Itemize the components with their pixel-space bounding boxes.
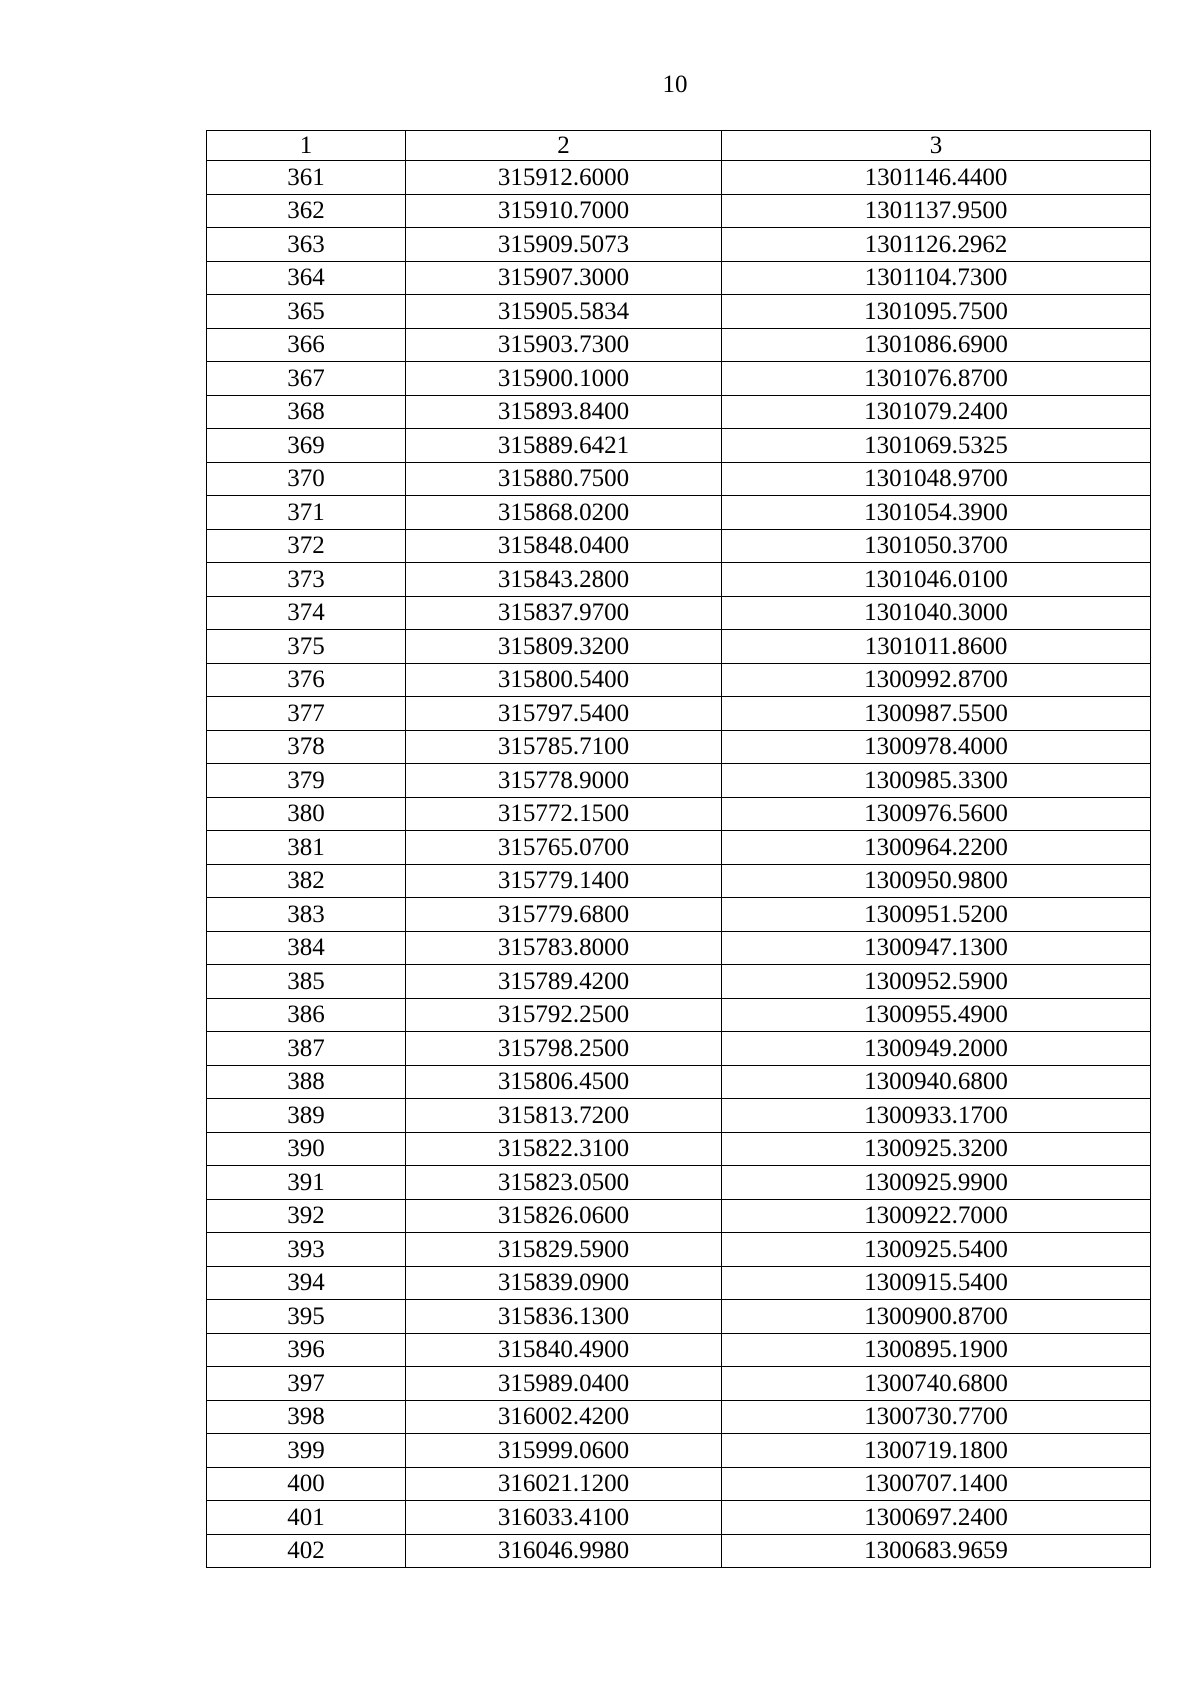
point-number-cell: 366 bbox=[207, 328, 406, 362]
table-row bbox=[207, 596, 1151, 630]
column-header-2: 2 bbox=[406, 131, 722, 161]
point-number-cell: 386 bbox=[207, 998, 406, 1032]
x-coordinate-cell: 315823.0500 bbox=[406, 1166, 722, 1200]
table-row bbox=[207, 1065, 1151, 1099]
table-row bbox=[207, 1467, 1151, 1501]
point-number-cell: 384 bbox=[207, 931, 406, 965]
point-number-cell: 379 bbox=[207, 764, 406, 798]
x-coordinate-cell: 315785.7100 bbox=[406, 730, 722, 764]
table-row bbox=[207, 362, 1151, 396]
x-coordinate-cell: 315989.0400 bbox=[406, 1367, 722, 1401]
point-number-cell: 369 bbox=[207, 429, 406, 463]
y-coordinate-cell: 1301046.0100 bbox=[722, 563, 1151, 597]
table-row bbox=[207, 1233, 1151, 1267]
point-number-cell: 370 bbox=[207, 462, 406, 496]
table-row bbox=[207, 1032, 1151, 1066]
x-coordinate-cell: 315829.5900 bbox=[406, 1233, 722, 1267]
table-row bbox=[207, 1434, 1151, 1468]
y-coordinate-cell: 1300949.2000 bbox=[722, 1032, 1151, 1066]
x-coordinate-cell: 315783.8000 bbox=[406, 931, 722, 965]
point-number-cell: 377 bbox=[207, 697, 406, 731]
table-row bbox=[207, 194, 1151, 228]
x-coordinate-cell: 316021.1200 bbox=[406, 1467, 722, 1501]
point-number-cell: 367 bbox=[207, 362, 406, 396]
column-header-1: 1 bbox=[207, 131, 406, 161]
table-row bbox=[207, 630, 1151, 664]
x-coordinate-cell: 315907.3000 bbox=[406, 261, 722, 295]
table-row bbox=[207, 1534, 1151, 1568]
point-number-cell: 362 bbox=[207, 194, 406, 228]
y-coordinate-cell: 1300947.1300 bbox=[722, 931, 1151, 965]
x-coordinate-cell: 315798.2500 bbox=[406, 1032, 722, 1066]
point-number-cell: 394 bbox=[207, 1266, 406, 1300]
table-row bbox=[207, 1166, 1151, 1200]
y-coordinate-cell: 1300985.3300 bbox=[722, 764, 1151, 798]
table-row bbox=[207, 328, 1151, 362]
table-row bbox=[207, 1099, 1151, 1133]
table-row bbox=[207, 1300, 1151, 1334]
table-row bbox=[207, 1266, 1151, 1300]
y-coordinate-cell: 1300955.4900 bbox=[722, 998, 1151, 1032]
x-coordinate-cell: 315789.4200 bbox=[406, 965, 722, 999]
x-coordinate-cell: 315889.6421 bbox=[406, 429, 722, 463]
table-row bbox=[207, 730, 1151, 764]
point-number-cell: 368 bbox=[207, 395, 406, 429]
point-number-cell: 382 bbox=[207, 864, 406, 898]
y-coordinate-cell: 1300976.5600 bbox=[722, 797, 1151, 831]
x-coordinate-cell: 315792.2500 bbox=[406, 998, 722, 1032]
y-coordinate-cell: 1300730.7700 bbox=[722, 1400, 1151, 1434]
y-coordinate-cell: 1301011.8600 bbox=[722, 630, 1151, 664]
point-number-cell: 402 bbox=[207, 1534, 406, 1568]
y-coordinate-cell: 1300915.5400 bbox=[722, 1266, 1151, 1300]
table-body bbox=[207, 131, 1151, 1568]
table-row bbox=[207, 496, 1151, 530]
y-coordinate-cell: 1300978.4000 bbox=[722, 730, 1151, 764]
x-coordinate-cell: 315880.7500 bbox=[406, 462, 722, 496]
point-number-cell: 398 bbox=[207, 1400, 406, 1434]
x-coordinate-cell: 316033.4100 bbox=[406, 1501, 722, 1535]
table-header-row bbox=[207, 131, 1151, 161]
table-row bbox=[207, 831, 1151, 865]
y-coordinate-cell: 1300900.8700 bbox=[722, 1300, 1151, 1334]
x-coordinate-cell: 315806.4500 bbox=[406, 1065, 722, 1099]
x-coordinate-cell: 315905.5834 bbox=[406, 295, 722, 329]
point-number-cell: 371 bbox=[207, 496, 406, 530]
table-row bbox=[207, 1333, 1151, 1367]
table-row bbox=[207, 1199, 1151, 1233]
x-coordinate-cell: 315765.0700 bbox=[406, 831, 722, 865]
point-number-cell: 392 bbox=[207, 1199, 406, 1233]
column-header-3: 3 bbox=[722, 131, 1151, 161]
point-number-cell: 388 bbox=[207, 1065, 406, 1099]
y-coordinate-cell: 1300925.5400 bbox=[722, 1233, 1151, 1267]
x-coordinate-cell: 315893.8400 bbox=[406, 395, 722, 429]
x-coordinate-cell: 315843.2800 bbox=[406, 563, 722, 597]
table-row bbox=[207, 395, 1151, 429]
y-coordinate-cell: 1301050.3700 bbox=[722, 529, 1151, 563]
table-row bbox=[207, 764, 1151, 798]
table-row bbox=[207, 1132, 1151, 1166]
table-row bbox=[207, 161, 1151, 195]
x-coordinate-cell: 315868.0200 bbox=[406, 496, 722, 530]
point-number-cell: 389 bbox=[207, 1099, 406, 1133]
point-number-cell: 375 bbox=[207, 630, 406, 664]
x-coordinate-cell: 315999.0600 bbox=[406, 1434, 722, 1468]
table-row bbox=[207, 998, 1151, 1032]
point-number-cell: 380 bbox=[207, 797, 406, 831]
point-number-cell: 395 bbox=[207, 1300, 406, 1334]
y-coordinate-cell: 1300992.8700 bbox=[722, 663, 1151, 697]
point-number-cell: 387 bbox=[207, 1032, 406, 1066]
y-coordinate-cell: 1300940.6800 bbox=[722, 1065, 1151, 1099]
point-number-cell: 385 bbox=[207, 965, 406, 999]
table-row bbox=[207, 1367, 1151, 1401]
point-number-cell: 393 bbox=[207, 1233, 406, 1267]
x-coordinate-cell: 315822.3100 bbox=[406, 1132, 722, 1166]
x-coordinate-cell: 315900.1000 bbox=[406, 362, 722, 396]
table-row bbox=[207, 797, 1151, 831]
x-coordinate-cell: 315839.0900 bbox=[406, 1266, 722, 1300]
point-number-cell: 372 bbox=[207, 529, 406, 563]
y-coordinate-cell: 1301095.7500 bbox=[722, 295, 1151, 329]
x-coordinate-cell: 315797.5400 bbox=[406, 697, 722, 731]
x-coordinate-cell: 315836.1300 bbox=[406, 1300, 722, 1334]
x-coordinate-cell: 315840.4900 bbox=[406, 1333, 722, 1367]
point-number-cell: 365 bbox=[207, 295, 406, 329]
point-number-cell: 373 bbox=[207, 563, 406, 597]
y-coordinate-cell: 1301137.9500 bbox=[722, 194, 1151, 228]
x-coordinate-cell: 315779.6800 bbox=[406, 898, 722, 932]
x-coordinate-cell: 315909.5073 bbox=[406, 228, 722, 262]
x-coordinate-cell: 315848.0400 bbox=[406, 529, 722, 563]
y-coordinate-cell: 1301104.7300 bbox=[722, 261, 1151, 295]
table-row bbox=[207, 228, 1151, 262]
y-coordinate-cell: 1301048.9700 bbox=[722, 462, 1151, 496]
y-coordinate-cell: 1300925.9900 bbox=[722, 1166, 1151, 1200]
x-coordinate-cell: 316046.9980 bbox=[406, 1534, 722, 1568]
coordinates-table bbox=[206, 130, 1151, 1568]
y-coordinate-cell: 1300922.7000 bbox=[722, 1199, 1151, 1233]
point-number-cell: 396 bbox=[207, 1333, 406, 1367]
table-row bbox=[207, 931, 1151, 965]
table-row bbox=[207, 429, 1151, 463]
point-number-cell: 400 bbox=[207, 1467, 406, 1501]
y-coordinate-cell: 1301086.6900 bbox=[722, 328, 1151, 362]
x-coordinate-cell: 315779.1400 bbox=[406, 864, 722, 898]
point-number-cell: 376 bbox=[207, 663, 406, 697]
y-coordinate-cell: 1300925.3200 bbox=[722, 1132, 1151, 1166]
y-coordinate-cell: 1301146.4400 bbox=[722, 161, 1151, 195]
table-row bbox=[207, 529, 1151, 563]
table-row bbox=[207, 462, 1151, 496]
y-coordinate-cell: 1300697.2400 bbox=[722, 1501, 1151, 1535]
y-coordinate-cell: 1301126.2962 bbox=[722, 228, 1151, 262]
table-row bbox=[207, 697, 1151, 731]
y-coordinate-cell: 1301079.2400 bbox=[722, 395, 1151, 429]
y-coordinate-cell: 1301040.3000 bbox=[722, 596, 1151, 630]
point-number-cell: 364 bbox=[207, 261, 406, 295]
y-coordinate-cell: 1301069.5325 bbox=[722, 429, 1151, 463]
y-coordinate-cell: 1300719.1800 bbox=[722, 1434, 1151, 1468]
point-number-cell: 390 bbox=[207, 1132, 406, 1166]
table-row bbox=[207, 898, 1151, 932]
x-coordinate-cell: 315800.5400 bbox=[406, 663, 722, 697]
y-coordinate-cell: 1300895.1900 bbox=[722, 1333, 1151, 1367]
y-coordinate-cell: 1300933.1700 bbox=[722, 1099, 1151, 1133]
table-row bbox=[207, 864, 1151, 898]
y-coordinate-cell: 1300683.9659 bbox=[722, 1534, 1151, 1568]
x-coordinate-cell: 315809.3200 bbox=[406, 630, 722, 664]
y-coordinate-cell: 1300740.6800 bbox=[722, 1367, 1151, 1401]
y-coordinate-cell: 1300964.2200 bbox=[722, 831, 1151, 865]
point-number-cell: 383 bbox=[207, 898, 406, 932]
table-row bbox=[207, 663, 1151, 697]
table-row bbox=[207, 295, 1151, 329]
y-coordinate-cell: 1301054.3900 bbox=[722, 496, 1151, 530]
x-coordinate-cell: 315813.7200 bbox=[406, 1099, 722, 1133]
table-row bbox=[207, 563, 1151, 597]
x-coordinate-cell: 315837.9700 bbox=[406, 596, 722, 630]
table-row bbox=[207, 1501, 1151, 1535]
point-number-cell: 374 bbox=[207, 596, 406, 630]
table-row bbox=[207, 1400, 1151, 1434]
point-number-cell: 391 bbox=[207, 1166, 406, 1200]
y-coordinate-cell: 1300950.9800 bbox=[722, 864, 1151, 898]
x-coordinate-cell: 315778.9000 bbox=[406, 764, 722, 798]
x-coordinate-cell: 316002.4200 bbox=[406, 1400, 722, 1434]
x-coordinate-cell: 315772.1500 bbox=[406, 797, 722, 831]
page-number: 10 bbox=[662, 71, 688, 98]
y-coordinate-cell: 1300707.1400 bbox=[722, 1467, 1151, 1501]
table-row bbox=[207, 261, 1151, 295]
y-coordinate-cell: 1300952.5900 bbox=[722, 965, 1151, 999]
table-row bbox=[207, 965, 1151, 999]
y-coordinate-cell: 1301076.8700 bbox=[722, 362, 1151, 396]
x-coordinate-cell: 315910.7000 bbox=[406, 194, 722, 228]
point-number-cell: 363 bbox=[207, 228, 406, 262]
x-coordinate-cell: 315912.6000 bbox=[406, 161, 722, 195]
point-number-cell: 361 bbox=[207, 161, 406, 195]
x-coordinate-cell: 315903.7300 bbox=[406, 328, 722, 362]
point-number-cell: 401 bbox=[207, 1501, 406, 1535]
point-number-cell: 397 bbox=[207, 1367, 406, 1401]
y-coordinate-cell: 1300951.5200 bbox=[722, 898, 1151, 932]
x-coordinate-cell: 315826.0600 bbox=[406, 1199, 722, 1233]
point-number-cell: 399 bbox=[207, 1434, 406, 1468]
point-number-cell: 381 bbox=[207, 831, 406, 865]
y-coordinate-cell: 1300987.5500 bbox=[722, 697, 1151, 731]
point-number-cell: 378 bbox=[207, 730, 406, 764]
